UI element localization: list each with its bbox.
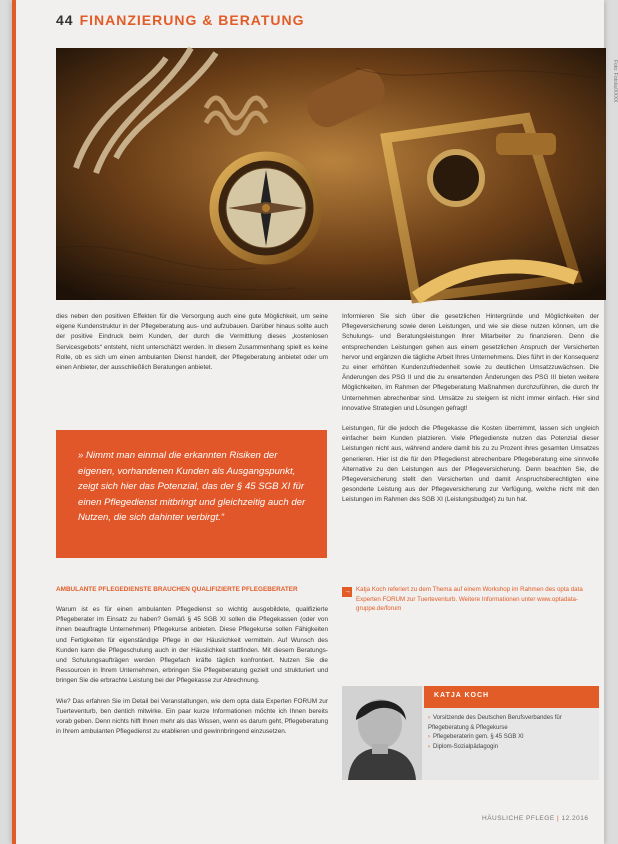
column-left-bottom	[56, 605, 328, 747]
column-left-top	[56, 312, 328, 383]
pull-quote: » Nimmt man einmal die erkannten Risiken der eigenen, vorhandenen Kunden als Ausgangspunkt, zeigt sich hier das Potenzial, das der § 45 SGB XI für einen Pflegedienst mitbringt und gleichzeitig auch der Nutzen, die sich dahinter verbirgt.“	[56, 430, 327, 558]
section-title: FINANZIERUNG & BERATUNG	[79, 12, 305, 28]
body-paragraph: Wie? Das erfahren Sie im Detail bei Veranstaltungen, wie dem opta data Experten FORUM zur Tuerteventurb, ben dentich mitwirke. Ein paar kurze Informationen möchte ich Ihnen bereits vorab geben. Denn nichts hilft Ihnen mehr als das Wissen, wenn es darum geht, Pflegeberatung in Ihrem ambulanten Pflegedienst zu etablieren und gewinnbringend einzusetzen.	[56, 697, 328, 736]
page-accent-bar	[12, 0, 16, 844]
author-box	[342, 686, 599, 780]
page-number: 44	[56, 12, 74, 28]
list-item: › Vorsitzende des Deutschen Berufsverbandes für Pflegeberatung & Pflegekurse	[428, 714, 596, 733]
body-paragraph: Warum ist es für einen ambulanten Pflegedienst so wichtig ausgebildete, qualifizierte Pflegeberater im Einsatz zu haben? Gemäß § 45 SGB XI sollen die Pflegekassen (oder von ihnen beauftragte Unternehmen) Pflegekurse anbieten. Diese Pflegekurse sollen Fähigkeiten und Fertigkeiten für eigenständige Pflege in der Häuslichkeit vermitteln. Auf Wunsch des Kunden kann die Pflegeschulung auch in der Häuslichkeit stattfinden. Mit diesem Beratungs- und Schulungsaufträgen werden Pflegefach kräfte täglich konfrontiert. Nutzen Sie die Ressourcen in Ihrem Unternehmen, erbringen Sie Pflegeberatung gezielt und strukturiert und bringen Sie die erbrachte Leistung bei der Pflegekasse zur Abrechnung.	[56, 606, 328, 685]
list-item: › Diplom-Sozialpädagogin	[428, 743, 596, 753]
compass-sextant-image	[56, 48, 606, 300]
body-paragraph: Leistungen, für die jedoch die Pflegekasse die Kosten übernimmt, lassen sich ungleich einfacher beim Kunden platzieren. Viele Pflegedienste nutzen das Potenzial dieser Leistungen nicht aus, während andere damit bis zu zu Prozent ihres gesamten Umsatzes generieren. Hier ist die für den Pflegedienst abrechenbare Pflegeberatung eine sinnvolle Alternative zu den Leistungen aus der Pflegeversicherung. Denn beachten Sie, die Pflegeversicherung stellt den Versicherten und damit Anspruchsberechtigten eine gesonderte Leistung aus der Pflegeversicherung zur Verfügung, welche nicht mit den Leistungen im Rahmen des SGB XI (Leistungsbudget) zu tun hat.	[342, 425, 599, 504]
header-photo	[56, 48, 606, 300]
footer-divider: |	[556, 815, 562, 822]
column-right	[342, 312, 599, 516]
magazine-page	[12, 0, 618, 844]
workshop-hint: Katja Koch referiert zu dem Thema auf einem Workshop im Rahmen des opta data Experten FORUM zur Tuerteventurb. Weitere Informationen unter www.optadata-gruppe.de/forum	[356, 586, 583, 612]
page-header	[56, 12, 305, 28]
magazine-name: HÄUSLICHE PFLEGE	[482, 815, 555, 822]
photo-credit: Foto: Fotolia/XXXX	[612, 60, 618, 103]
page-footer	[482, 815, 588, 822]
section-subheading: AMBULANTE PFLEGEDIENSTE BRAUCHEN QUALIFIZIERTE PFLEGEBERATER	[56, 586, 298, 593]
body-paragraph: Informieren Sie sich über die gesetzlichen Hintergründe und Möglichkeiten der Pflegeversicherung sowie deren Leistungen, und wie sie diese nutzen können, um die Schulungs- und Beratungsleistungen Ihrer Mitarbeiter zu finanzieren. Denn die entsprechenden Leistungen gehen aus einem gesetzlichen Anspruch der Versicherten hervor und ergänzen die tägliche Arbeit Ihres Unternehmens. Dies führt in der Konsequenz zu einer erhöhten Kundenzufriedenheit sowie zu deutlichen Umsatzzuwächsen. Die Änderungen des PSG II und die zu erwartenden Änderungen des PSG III bieten weitere Möglichkeiten, im Rahmen der Pflegeberatung Maßnahmen durchzuführen, die durch Ihr Unternehmen abrechenbar sind. Umsätze zu steigern ist nicht immer einfach. Hier sind innovative Strategien und Lösungen gefragt!	[342, 313, 599, 412]
list-item: › Pflegeberaterin gem. § 45 SGB XI	[428, 733, 596, 743]
issue-number: 12.2016	[561, 815, 589, 822]
body-paragraph: dies neben den positiven Effekten für die Versorgung auch eine gute Möglichkeit, um seine eigene Kundenstruktur in der Pflegeberatung aus- und aufzubauen. Darüber hinaus sollte auch der positive Eindruck beim Kunden, der durch die Vermittlung dieses „kostenlosen Servicesgebots“ entsteht, nicht unterschätzt werden. In diesem Zusammenhang spielt es keine Rolle, ob es sich um einen ambulanten Dienst handelt, der Pflegeberatung anbietet oder um einen Anbieter, der ausschließlich Beratungen anbietet.	[56, 313, 328, 372]
arrow-icon: →	[344, 588, 351, 595]
author-details-list	[428, 714, 596, 752]
author-photo	[342, 686, 422, 780]
author-name: KATJA KOCH	[434, 692, 490, 699]
